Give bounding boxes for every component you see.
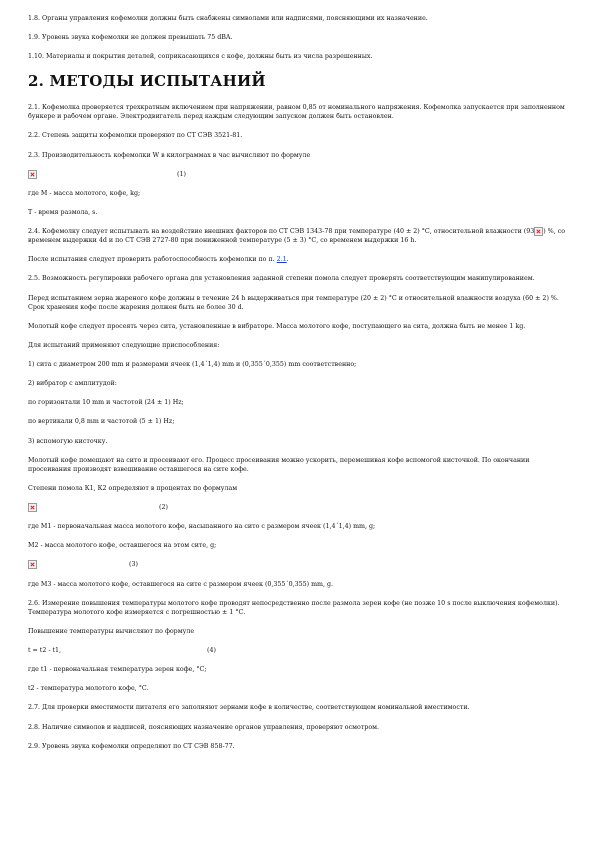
item-1-8: 1.8. Органы управления кофемолки должны быть снабжены символами или надписями, поясняющими их назначение. xyxy=(28,15,428,22)
broken-image-icon xyxy=(28,170,37,179)
item-2-7: 2.7. Для проверки вместимости питателя его заполняют зернами кофе в количестве, соответствующем номинальной вместимости. xyxy=(28,704,470,712)
item-2-5-d: Для испытаний применяют следующие приспособления: xyxy=(28,341,220,349)
list-item-1: 1) сита с диаметром 200 mm и размерами ячеек (1,4´1,4) mm и (0,355´0,355) mm соответственно; xyxy=(28,361,357,368)
link-2-1[interactable]: 2.1 xyxy=(276,256,287,264)
item-2-3: 2.3. Производительность кофемолки W в килограммах в час вычисляют по формуле xyxy=(28,151,311,159)
broken-image-icon xyxy=(28,560,37,569)
list-item-3: 3) вспомогую кисточку. xyxy=(28,437,108,445)
item-1-9: 1.9. Уровень звука кофемолки не должен превышать 75 dBA. xyxy=(28,34,233,42)
item-2-5-b: Перед испытанием зерна жареного кофе должны в течение 24 h выдерживаться при температуре (20 ± 2) °С и относительной влажности воздуха (60 ± 2) %. Срок хранения кофе после жарения должен быть не более 30 d. xyxy=(28,294,559,311)
item-2-5-f: Степени помола К1, К2 определяют в процентах по формулам xyxy=(28,484,238,492)
item-2-8: 2.8. Наличие символов и надписей, поясняющих назначение органов управления, проверяют осмотром. xyxy=(28,723,380,731)
item-2-4-after: После испытания следует проверить работоспособность кофемолки по п. 2.1. xyxy=(28,256,289,264)
item-1-10: 1.10. Материалы и покрытия деталей, соприкасающихся с кофе, должны быть из числа разрешенных. xyxy=(28,53,373,61)
formula-1 xyxy=(28,170,568,179)
formula-3-m3: где М3 - масса молотого кофе, оставшегося на сите с размером ячеек (0,355´0,355) mm, g. xyxy=(28,580,334,588)
item-2-4-after-text: После испытания следует проверить работоспособность кофемолки по п. xyxy=(28,256,275,264)
item-2-1: 2.1. Кофемолка проверяется трехкратным включением при напряжении, равном 0,85 от номинального напряжения. Кофемолка запускается при заполненном бункере и рабочем органе. Электродвигатель перед каждым следующим запуском должен быть остановлен. xyxy=(28,104,565,121)
formula-4 xyxy=(28,646,568,655)
formula-4-expression: t = t2 - t1, xyxy=(28,647,62,654)
formula-1-t: T - время размола, s. xyxy=(28,208,98,216)
broken-image-icon xyxy=(28,503,37,512)
formula-4-t1: где t1 - первоначальная температура зерен кофе, °С; xyxy=(28,666,207,674)
item-2-4-part-b: ) %, со временем выдержки 4d и по СТ СЭВ 2727-80 при пониженной температуре (5 ± 3) °С, со временем выдержки 16 h. xyxy=(28,228,566,245)
item-2-5-e: Молотый кофе помещают на сито и просеивают его. Процесс просеивания можно ускорить, перемешивая кофе вспомогой кисточкой. По окончании просеивания производят взвешивание оставшегося на сите кофе. xyxy=(28,456,530,473)
item-2-2: 2.2. Степень защиты кофемолки проверяют по СТ СЭВ 3521-81. xyxy=(28,132,243,140)
item-2-6: 2.6. Измерение повышения температуры молотого кофе проводят непосредственно после размола зерен кофе (не позже 10 s после выключения кофемолки). Температура молотого кофе измеряется с погрешностью ± 1 °С. xyxy=(28,599,560,616)
formula-2-m2: М2 - масса молотого кофе, оставшегося на этом сите, g; xyxy=(28,542,217,550)
item-2-4 xyxy=(28,227,568,245)
formula-2-m1: где М1 - первоначальная масса молотого кофе, насыпанного на сито с размером ячеек (1,4´1,4) mm, g; xyxy=(28,523,376,531)
document-page xyxy=(28,14,568,761)
formula-1-number: (1) xyxy=(177,170,186,178)
section-heading: 2. МЕТОДЫ ИСПЫТАНИЙ xyxy=(28,72,266,91)
item-2-5-c: Молотый кофе следует просеять через сита, установленные в вибраторе. Масса молотого кофе, поступающего на сита, должна быть не менее 1 kg. xyxy=(28,322,526,330)
item-2-6-b: Повышение температуры вычисляют по формуле xyxy=(28,627,195,635)
formula-1-where: где M - масса молотого, кофе, kg; xyxy=(28,189,141,197)
formula-3-number: (3) xyxy=(129,561,138,569)
list-item-2b: по вертикали 0,8 mm и частотой (5 ± 1) Hz; xyxy=(28,418,175,426)
item-2-5: 2.5. Возможность регулировки рабочего органа для установления заданной степени помола следует проверять соответствующим манипулированием. xyxy=(28,275,535,283)
formula-2 xyxy=(28,503,568,512)
list-item-2a: по горизонтали 10 mm и частотой (24 ± 1) Hz; xyxy=(28,399,184,407)
formula-3 xyxy=(28,560,568,569)
item-2-4-part-a: 2.4. Кофемолку следует испытывать на воздействие внешних факторов по СТ СЭВ 1343-78 при температуре (40 ± 2) °С, относительной влажности (93 xyxy=(28,228,535,235)
formula-2-number: (2) xyxy=(159,504,168,511)
broken-image-icon xyxy=(534,227,543,236)
list-item-2: 2) вибратор с амплитудой: xyxy=(28,380,117,388)
formula-4-number: (4) xyxy=(207,647,216,654)
formula-4-t2: t2 - температура молотого кофе, °С. xyxy=(28,685,149,693)
item-2-9: 2.9. Уровень звука кофемолки определяют по СТ СЭВ 858-77. xyxy=(28,742,235,750)
